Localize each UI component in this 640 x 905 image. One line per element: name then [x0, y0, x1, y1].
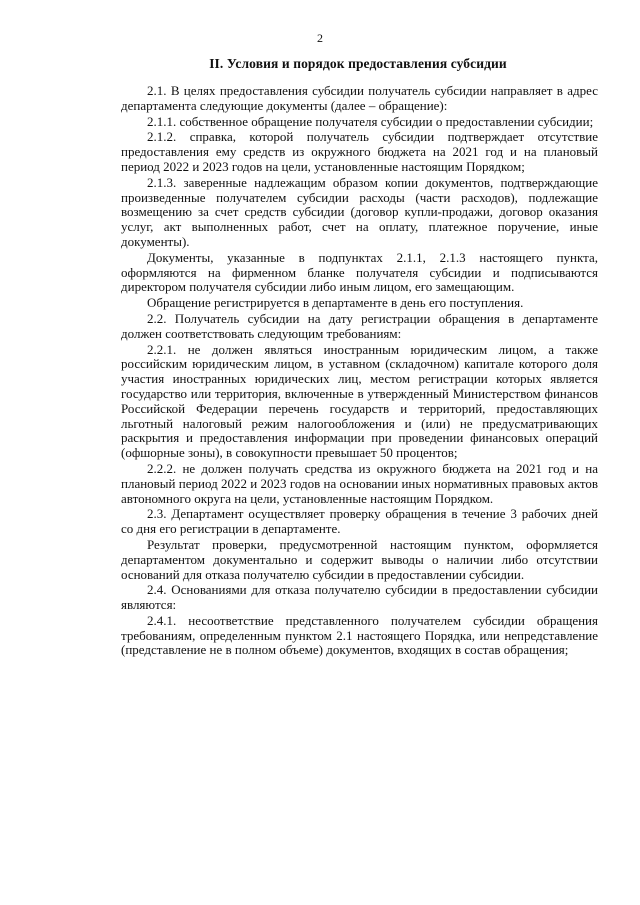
paragraph: 2.1.2. справка, которой получатель субсидии подтверждает отсутствие предоставления ему средств из окружного бюджета на 2021 год и на плановый период 2022 и 2023 годов на цели, установленные настоящим Порядком;	[121, 129, 598, 174]
paragraph: 2.1. В целях предоставления субсидии получатель субсидии направляет в адрес департамента следующие документы (далее – обращение):	[121, 83, 598, 113]
paragraph: 2.2.2. не должен получать средства из окружного бюджета на 2021 год и на плановый период 2022 и 2023 годов на основании иных нормативных правовых актов автономного округа на цели, установленные настоящим Порядком.	[121, 460, 598, 506]
paragraph: Обращение регистрируется в департаменте в день его поступления.	[147, 295, 524, 311]
section-heading: II. Условия и порядок предоставления субсидии	[209, 56, 507, 71]
paragraph: 2.4. Основаниями для отказа получателю субсидии в предоставлении субсидии являются:	[121, 582, 598, 613]
page-number: 2	[317, 31, 323, 45]
paragraph: Результат проверки, предусмотренной настоящим пунктом, оформляется департаментом документально и содержит выводы о наличии либо отсутствии оснований для отказа получателю субсидии в предоставлении субсидии.	[121, 536, 598, 582]
paragraph: 2.2. Получатель субсидии на дату регистрации обращения в департаменте должен соответствовать следующим требованиям:	[121, 310, 598, 341]
paragraph: Документы, указанные в подпунктах 2.1.1, 2.1.3 настоящего пункта, оформляются на фирменном бланке получателя субсидии и подписываются директором получателя субсидии либо иным лицом, его замещающим.	[121, 249, 598, 295]
paragraph: 2.1.3. заверенные надлежащим образом копии документов, подтверждающие произведенные получателем субсидии расходы (части расходов), подлежащие возмещению за счет средств субсидии (договор купли-продажи, договор оказания услуг, акт выполненных работ, счет на оплату, платежное поручение, иные документы).	[121, 174, 598, 249]
paragraph: 2.2.1. не должен являться иностранным юридическим лицом, а также российским юридическим лицом, в уставном (складочном) капитале которого доля участия иностранных юридических лиц, местом регистрации которых является государство или территория, включенные в утвержденный Министерством финансов Российской Федерации перечень государств и территорий, предоставляющих льготный налоговый режим налогообложения и (или) не предусматривающих раскрытия и предоставления информации при проведении финансовых операций (офшорные зоны), в совокупности превышает 50 процентов;	[121, 341, 598, 461]
paragraph: 2.3. Департамент осуществляет проверку обращения в течение 3 рабочих дней со дня его регистрации в департаменте.	[121, 506, 598, 537]
document-body	[121, 84, 598, 659]
paragraph: 2.1.1. собственное обращение получателя субсидии о предоставлении субсидии;	[147, 113, 594, 129]
paragraph: 2.4.1. несоответствие представленного получателем субсидии обращения требованиям, определенным пунктом 2.1 настоящего Порядка, или непредставление (представление не в полном объеме) документов, входящих в состав обращения;	[121, 612, 598, 658]
